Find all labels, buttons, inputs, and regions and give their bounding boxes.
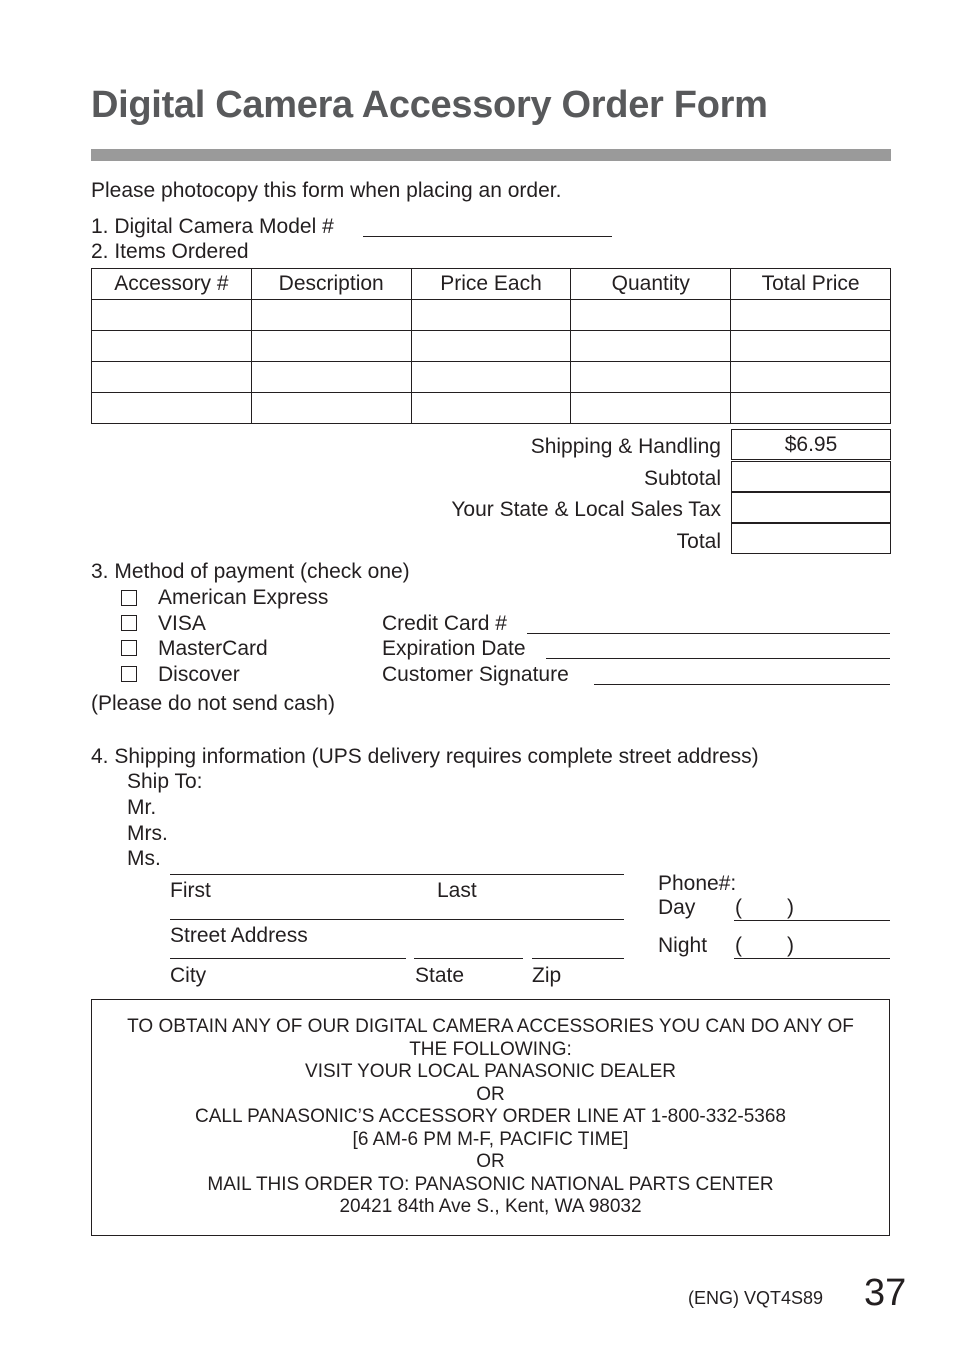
table-cell[interactable] (731, 300, 891, 331)
table-cell[interactable] (571, 362, 731, 393)
street-label: Street Address (170, 924, 308, 947)
notice-line: 20421 84th Ave S., Kent, WA 98032 (339, 1196, 642, 1217)
state-label: State (415, 964, 465, 987)
table-cell[interactable] (411, 300, 571, 331)
notice-line: CALL PANASONIC’S ACCESSORY ORDER LINE AT 1-800-332-5368 (194, 1106, 786, 1127)
header-accessory: Accessory # (92, 269, 252, 300)
notice-line: OR (476, 1151, 505, 1172)
ordering-notice (91, 999, 890, 1236)
visa-checkbox[interactable] (121, 615, 137, 631)
table-cell[interactable] (571, 331, 731, 362)
payment-label: 3. Method of payment (check one) (91, 560, 410, 583)
table-row (92, 300, 891, 331)
table-cell[interactable] (411, 331, 571, 362)
table-cell[interactable] (92, 331, 252, 362)
title-rule (91, 149, 891, 161)
city-label: City (170, 964, 207, 987)
street-field[interactable] (170, 919, 624, 920)
mastercard-checkbox[interactable] (121, 640, 137, 656)
table-cell[interactable] (92, 362, 252, 393)
page-title: Digital Camera Accessory Order Form (91, 84, 768, 126)
total-field[interactable] (731, 523, 891, 554)
expiration-label: Expiration Date (382, 637, 526, 660)
zip-label: Zip (532, 964, 562, 987)
credit-card-field[interactable] (527, 633, 890, 634)
items-table (91, 268, 891, 424)
shipping-value: $6.95 (731, 429, 891, 460)
shipping-info-label: 4. Shipping information (UPS delivery requires complete street address) (91, 745, 759, 768)
notice-line: THE FOLLOWING: (409, 1038, 572, 1060)
day-phone-field[interactable] (734, 920, 890, 921)
table-cell[interactable] (251, 393, 411, 424)
notice-line: OR (476, 1083, 505, 1105)
subtotal-field[interactable] (731, 461, 891, 492)
first-label: First (170, 879, 211, 902)
table-cell[interactable] (92, 300, 252, 331)
header-price-each: Price Each (411, 269, 571, 300)
signature-field[interactable] (594, 684, 890, 685)
signature-label: Customer Signature (382, 663, 569, 686)
table-row (92, 331, 891, 362)
zip-field[interactable] (532, 958, 624, 959)
no-cash-note: (Please do not send cash) (91, 692, 335, 715)
ms-label: Ms. (127, 847, 161, 870)
table-cell[interactable] (731, 393, 891, 424)
credit-card-label: Credit Card # (382, 612, 507, 635)
subtotal-label: Subtotal (643, 467, 721, 490)
discover-label: Discover (158, 663, 240, 686)
table-cell[interactable] (411, 362, 571, 393)
total-label: Total (676, 530, 721, 553)
intro-text: Please photocopy this form when placing an order. (91, 179, 562, 202)
discover-checkbox[interactable] (121, 666, 137, 682)
notice-line: VISIT YOUR LOCAL PANASONIC DEALER (305, 1061, 676, 1082)
table-row (92, 362, 891, 393)
table-cell[interactable] (731, 362, 891, 393)
name-field[interactable] (170, 874, 624, 875)
mastercard-label: MasterCard (158, 637, 268, 660)
table-cell[interactable] (251, 362, 411, 393)
day-paren-open: ( (735, 896, 742, 919)
table-cell[interactable] (571, 393, 731, 424)
notice-line: MAIL THIS ORDER TO: PANASONIC NATIONAL PARTS CENTER (207, 1173, 774, 1195)
table-cell[interactable] (411, 393, 571, 424)
visa-label: VISA (158, 612, 206, 635)
table-cell[interactable] (251, 300, 411, 331)
day-paren-close: ) (787, 896, 794, 919)
table-cell[interactable] (571, 300, 731, 331)
table-cell[interactable] (731, 331, 891, 362)
night-paren-close: ) (787, 934, 794, 957)
table-row (92, 393, 891, 424)
header-description: Description (251, 269, 411, 300)
tax-field[interactable] (731, 492, 891, 523)
model-label: 1. Digital Camera Model # (91, 215, 334, 238)
last-label: Last (437, 879, 477, 902)
expiration-field[interactable] (546, 658, 890, 659)
header-total-price: Total Price (731, 269, 891, 300)
model-field[interactable] (363, 236, 612, 237)
notice-line: [6 AM-6 PM M-F, PACIFIC TIME] (352, 1128, 629, 1150)
table-header-row (92, 269, 891, 300)
city-field[interactable] (170, 958, 406, 959)
document-code: (ENG) VQT4S89 (688, 1288, 824, 1308)
table-cell[interactable] (251, 331, 411, 362)
items-label: 2. Items Ordered (91, 240, 249, 263)
notice-line: TO OBTAIN ANY OF OUR DIGITAL CAMERA ACCESSORIES YOU CAN DO ANY OF (127, 1016, 854, 1037)
night-label: Night (658, 934, 708, 957)
page-number: 37 (864, 1272, 907, 1314)
amex-checkbox[interactable] (121, 590, 137, 606)
ship-to-label: Ship To: (127, 770, 203, 793)
tax-label: Your State & Local Sales Tax (451, 498, 721, 521)
day-label: Day (658, 896, 696, 919)
table-cell[interactable] (92, 393, 252, 424)
mr-label: Mr. (127, 796, 157, 819)
night-paren-open: ( (735, 934, 742, 957)
phone-label: Phone#: (658, 872, 737, 895)
mrs-label: Mrs. (127, 822, 168, 845)
state-field[interactable] (414, 958, 523, 959)
header-quantity: Quantity (571, 269, 731, 300)
shipping-label: Shipping & Handling (530, 435, 721, 458)
amex-label: American Express (158, 586, 329, 609)
night-phone-field[interactable] (734, 958, 890, 959)
